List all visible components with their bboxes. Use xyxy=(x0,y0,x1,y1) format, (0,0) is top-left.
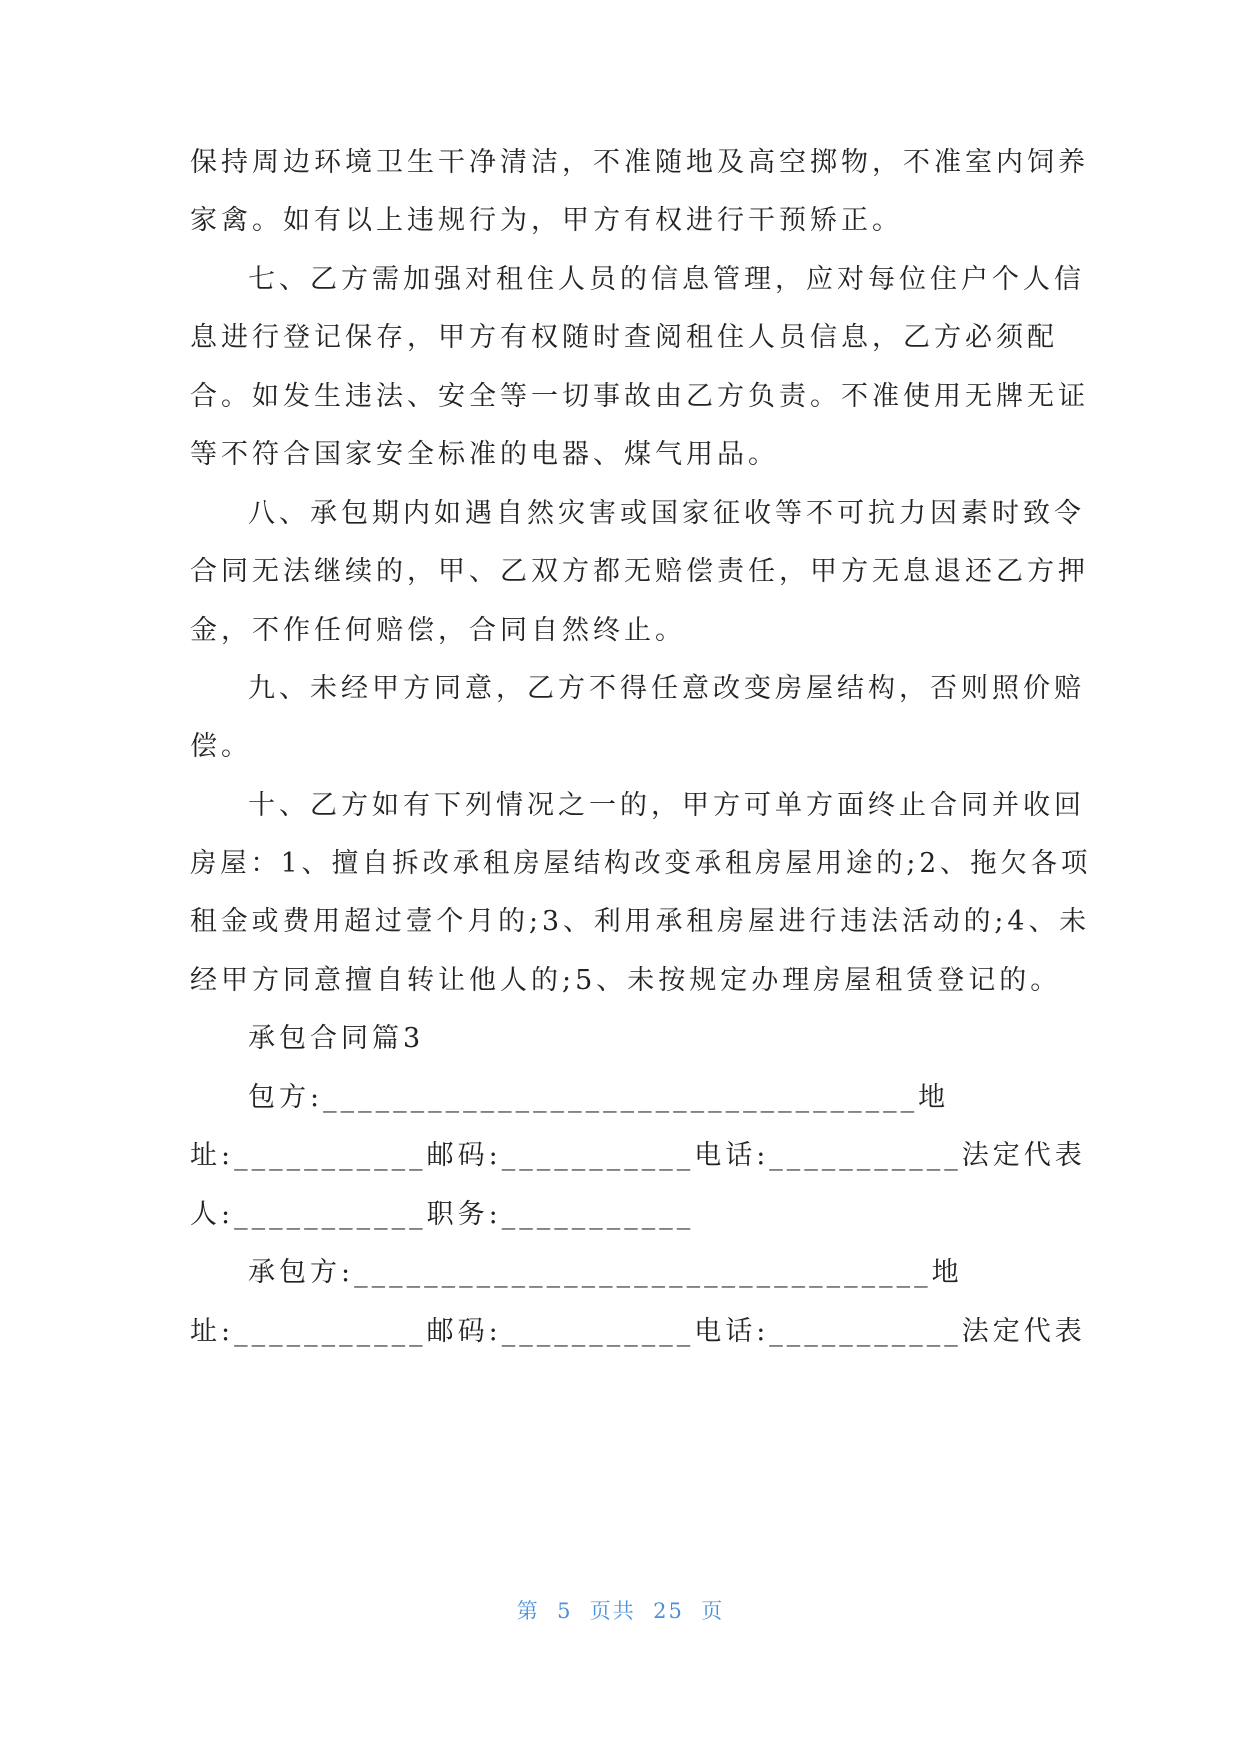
text-line: 合同无法继续的，甲、乙双方都无赔偿责任，甲方无息退还乙方押 xyxy=(190,556,1089,587)
text-line: 家禽。如有以上违规行为，甲方有权进行干预矫正。 xyxy=(190,205,903,236)
page-number: 第 5 页共 25 页 xyxy=(516,1599,725,1623)
text-line: 址:___________邮码:___________电话:___________法定代表 xyxy=(190,1140,1086,1171)
text-line: 经甲方同意擅自转让他人的;5、未按规定办理房屋租赁登记的。 xyxy=(190,965,1062,996)
text-line: 九、未经甲方同意，乙方不得任意改变房屋结构，否则照价赔 xyxy=(248,673,1085,704)
section-heading: 承包合同篇3 xyxy=(248,1023,425,1054)
text-line: 租金或费用超过壹个月的;3、利用承租房屋进行违法活动的;4、未 xyxy=(190,906,1091,937)
text-line: 息进行登记保存，甲方有权随时查阅租住人员信息，乙方必须配 xyxy=(190,322,1058,353)
text-line: 八、承包期内如遇自然灾害或国家征收等不可抗力因素时致令 xyxy=(248,498,1085,529)
text-line: 保持周边环境卫生干净清洁，不准随地及高空掷物，不准室内饲养 xyxy=(190,147,1089,178)
text-line: 房屋：1、擅自拆改承租房屋结构改变承租房屋用途的;2、拖欠各项 xyxy=(190,848,1092,879)
text-line: 十、乙方如有下列情况之一的，甲方可单方面终止合同并收回 xyxy=(248,790,1085,821)
text-line: 七、乙方需加强对租住人员的信息管理，应对每位住户个人信 xyxy=(248,264,1085,295)
text-line: 等不符合国家安全标准的电器、煤气用品。 xyxy=(190,439,779,470)
text-line: 偿。 xyxy=(190,731,252,762)
text-line: 金，不作任何赔偿，合同自然终止。 xyxy=(190,615,686,646)
text-line: 人:___________职务:___________ xyxy=(190,1199,695,1230)
text-line: 包方:__________________________________地 xyxy=(248,1082,950,1113)
text-line: 址:___________邮码:___________电话:___________法定代表 xyxy=(190,1316,1086,1347)
text-line: 合。如发生违法、安全等一切事故由乙方负责。不准使用无牌无证 xyxy=(190,381,1089,412)
text-line: 承包方:_________________________________地 xyxy=(248,1257,963,1288)
